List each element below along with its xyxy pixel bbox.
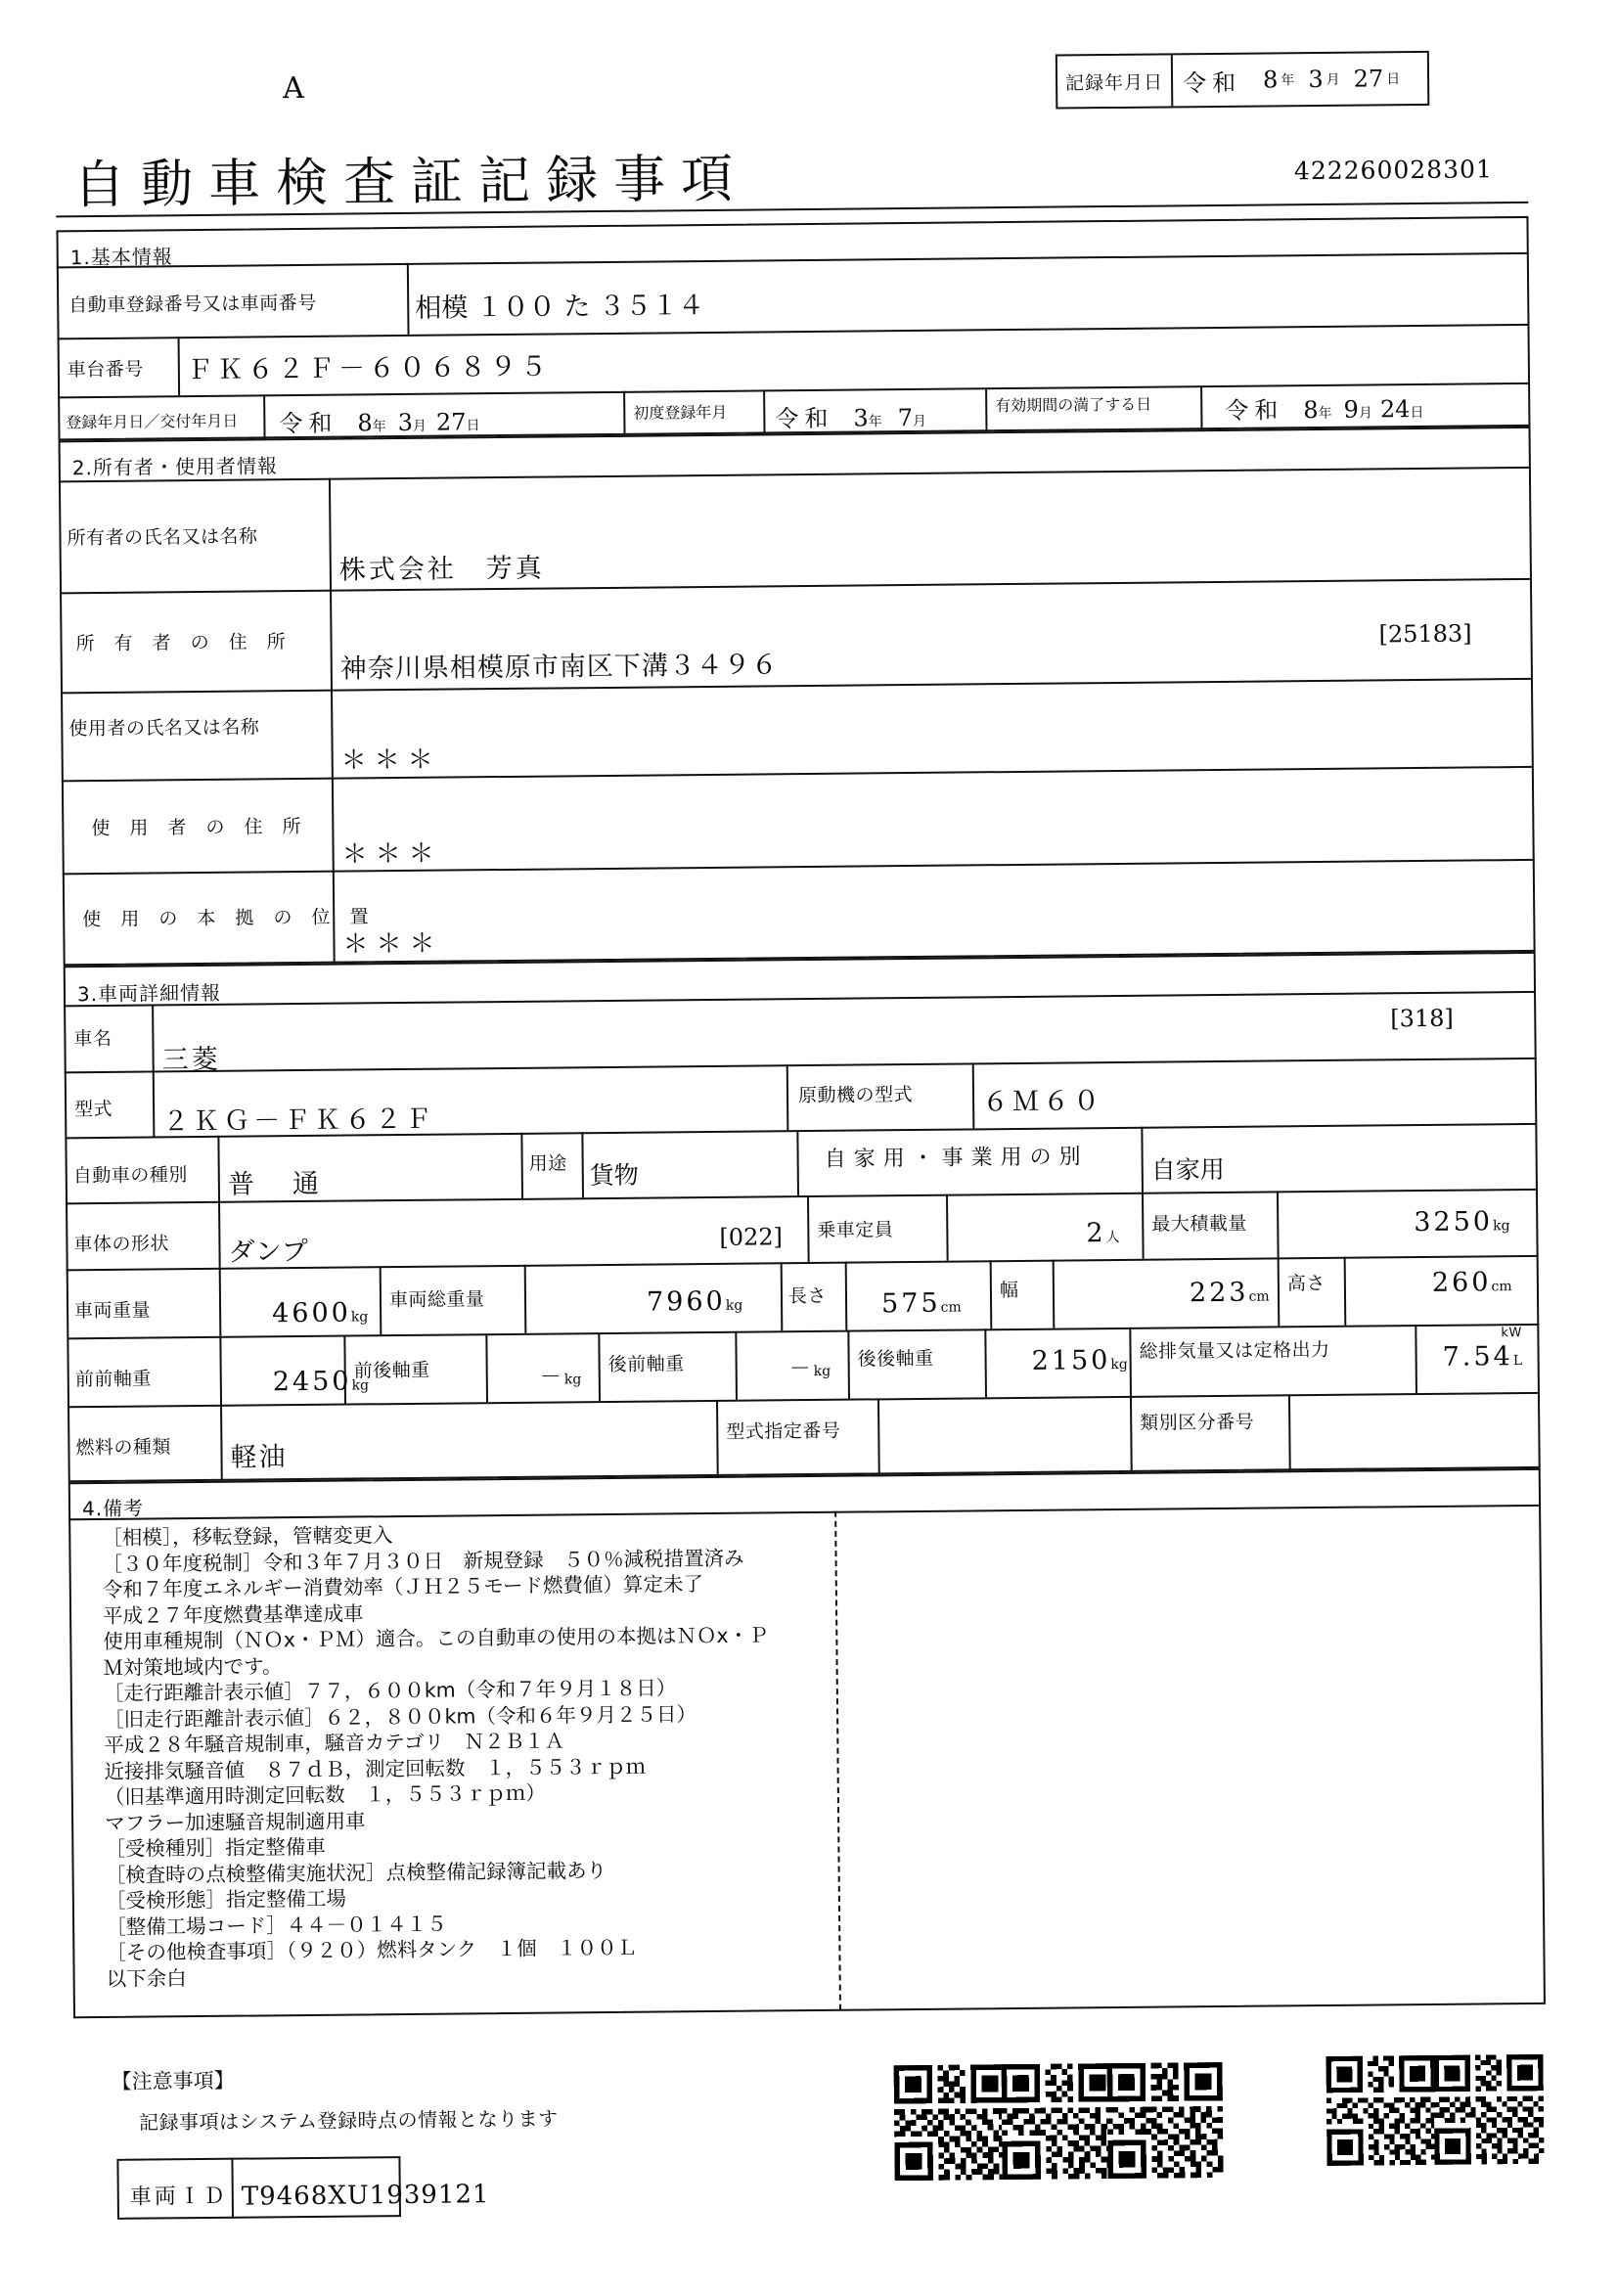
first-registration-label: 初度登録年月 (633, 402, 728, 423)
axle-fr-label: 前後軸重 (353, 1359, 430, 1382)
section1-expiry-val-divider (1200, 385, 1202, 429)
user-address-label: 使 用 者 の 住 所 (91, 815, 308, 840)
owner-address-value: 神奈川県相模原市南区下溝３４９６ (339, 650, 779, 685)
body-shape-code: [022] (719, 1223, 784, 1251)
notice-title: 【注意事項】 (111, 2068, 235, 2093)
notice-body: 記録事項はシステム登録時点の情報となります (138, 2106, 559, 2135)
reg-date-day-unit: 日 (466, 418, 480, 434)
owner-address-code: [25183] (1378, 619, 1472, 649)
axle-rf-value (789, 1352, 831, 1382)
expiry-date-value (1225, 389, 1423, 426)
height-number: 260 (1431, 1267, 1492, 1298)
owner-address-label: 所 有 者 の 住 所 (75, 631, 292, 655)
axle-ff-unit: kg (351, 1377, 370, 1394)
base-location-value: ＊＊＊ (342, 928, 443, 960)
expiry-year: 8 (1303, 395, 1319, 425)
record-date-value (1173, 53, 1428, 106)
axle-rf-label: 後前軸重 (607, 1353, 685, 1376)
body-shape-value: ダンプ (228, 1236, 308, 1268)
chassis-number-label: 車台番号 (67, 358, 144, 382)
car-name-code: [318] (1390, 1004, 1454, 1033)
record-date-month: 3 (1308, 65, 1324, 94)
vehicle-weight-number: 4600 (271, 1297, 351, 1329)
first-reg-era: 令和 (775, 404, 834, 433)
chassis-number-value: ＦＫ６２Ｆ－６０６８９５ (186, 351, 552, 386)
axle-fr-number: － (539, 1365, 564, 1390)
record-date-day-unit: 日 (1386, 71, 1401, 88)
axle-ff-number: 2450 (272, 1366, 352, 1398)
reg-date-era: 令和 (279, 409, 338, 438)
record-date-year: 8 (1262, 66, 1279, 94)
section2-heading: 2.所有者・使用者情報 (71, 454, 279, 480)
engine-model-label: 原動機の型式 (797, 1084, 914, 1107)
qr-code-1 (894, 2064, 1011, 2181)
expiry-era: 令和 (1225, 396, 1284, 425)
vehicle-type-label: 自動車の種別 (72, 1164, 188, 1188)
section2-frame (59, 427, 1536, 966)
qr-code-2 (1002, 2063, 1118, 2180)
expiry-day: 24 (1379, 395, 1411, 424)
expiry-day-unit: 日 (1410, 404, 1424, 422)
first-reg-year: 3 (853, 404, 869, 432)
width-value (1190, 1278, 1270, 1309)
displacement-value (1442, 1341, 1522, 1373)
seating-label: 乗車定員 (817, 1219, 894, 1241)
registration-date-label: 登録年月日／交付年月日 (66, 411, 239, 432)
section1-expiry-divider (985, 387, 987, 431)
gross-weight-label: 車両総重量 (388, 1288, 485, 1312)
car-name-value: 三菱 (161, 1044, 221, 1076)
axle-rf-number: － (788, 1356, 814, 1382)
displacement-unit: L (1512, 1353, 1523, 1370)
width-unit: cm (1248, 1288, 1270, 1305)
record-date-year-unit: 年 (1281, 72, 1295, 89)
type-designation-label: 型式指定番号 (726, 1419, 841, 1443)
reg-date-year: 8 (357, 409, 373, 437)
section1-regdate-divider (263, 394, 265, 438)
reg-date-month: 3 (397, 408, 414, 437)
page-mark: A (282, 70, 304, 107)
width-number: 223 (1189, 1277, 1249, 1309)
record-date-label: 記録年月日 (1057, 55, 1174, 107)
vehicle-id-value: T9468XU1939121 (241, 2180, 490, 2212)
max-load-unit: kg (1492, 1218, 1510, 1235)
fuel-label: 燃料の種類 (75, 1436, 172, 1460)
first-reg-year-unit: 年 (868, 414, 882, 430)
fuel-value: 軽油 (230, 1442, 288, 1473)
axle-fr-value (540, 1360, 582, 1390)
reg-date-month-unit: 月 (412, 418, 427, 434)
length-label: 長さ (787, 1284, 828, 1308)
axle-rr-number: 2150 (1031, 1345, 1111, 1376)
axle-ff-label: 前前軸重 (74, 1368, 152, 1391)
length-unit: cm (940, 1299, 962, 1316)
registration-number-label: 自動車登録番号又は車両番号 (68, 292, 317, 317)
usage-value: 貨物 (589, 1160, 639, 1191)
height-label: 高さ (1286, 1272, 1326, 1295)
model-label: 型式 (74, 1098, 113, 1121)
category-class-label: 類別区分番号 (1140, 1411, 1255, 1434)
page-title: 自動車検査証記録事項 (72, 149, 749, 216)
registration-number-value: 相模 １００ た ３５１４ (415, 291, 705, 324)
section4-heading: 4.備考 (81, 1496, 145, 1521)
base-location-label: 使 用 の 本 拠 の 位 置 (82, 906, 376, 931)
gross-weight-unit: kg (725, 1297, 743, 1314)
vehicle-weight-unit: kg (350, 1309, 369, 1326)
first-reg-month: 7 (897, 403, 914, 432)
displacement-label: 総排気量又は定格出力 (1139, 1338, 1330, 1363)
private-business-value: 自家用 (1150, 1154, 1225, 1185)
qr-code-5 (1433, 2054, 1544, 2165)
owner-name-value: 株式会社 芳真 (338, 553, 545, 586)
car-name-label: 車名 (73, 1027, 112, 1051)
first-reg-month-unit: 月 (912, 413, 927, 429)
max-load-number: 3250 (1414, 1206, 1494, 1238)
record-date-day: 27 (1353, 65, 1384, 93)
height-unit: cm (1491, 1279, 1512, 1295)
user-address-value: ＊＊＊ (341, 838, 442, 870)
axle-rr-label: 後後軸重 (857, 1347, 934, 1371)
reg-date-year-unit: 年 (372, 419, 386, 435)
width-label: 幅 (999, 1279, 1019, 1302)
axle-rf-unit: kg (813, 1363, 831, 1379)
section1-firstreg-divider (623, 391, 625, 435)
qr-code-3 (1107, 2062, 1224, 2179)
section3-heading: 3.車両詳細情報 (76, 980, 222, 1007)
axle-rr-unit: kg (1110, 1356, 1128, 1373)
vehicle-weight-label: 車両重量 (73, 1299, 152, 1323)
section3-frame (64, 952, 1541, 1482)
expiry-month-unit: 月 (1358, 405, 1372, 422)
length-number: 575 (880, 1287, 941, 1320)
max-load-label: 最大積載量 (1151, 1212, 1247, 1236)
user-name-label: 使用者の氏名又は名称 (68, 716, 260, 741)
reg-date-day: 27 (435, 408, 467, 436)
document-number: 422260028301 (1293, 155, 1493, 186)
expiry-date-label: 有効期間の満了する日 (995, 394, 1152, 416)
vehicle-type-value: 普 通 (227, 1168, 326, 1200)
model-value: ２ＫＧ－ＦＫ６２Ｆ (162, 1103, 436, 1138)
gross-weight-number: 7960 (646, 1285, 726, 1318)
record-date-era: 令和 (1182, 68, 1242, 97)
axle-fr-unit: kg (563, 1372, 582, 1388)
seating-number: 2 (1086, 1218, 1106, 1249)
usage-label: 用途 (528, 1152, 567, 1175)
vehicle-id-label: 車両ＩＤ (129, 2183, 228, 2210)
engine-model-value: ６Ｍ６０ (981, 1086, 1104, 1118)
axle-rr-value (1031, 1345, 1127, 1376)
displacement-unit-top: kW (1501, 1326, 1522, 1341)
expiry-month: 9 (1343, 395, 1360, 424)
private-business-label: 自 家 用 ・ 事 業 用 の 別 (824, 1145, 1082, 1172)
length-value (881, 1288, 962, 1320)
gross-weight-value (647, 1286, 742, 1318)
section1-heading: 1.基本情報 (69, 245, 173, 270)
max-load-value (1414, 1206, 1509, 1238)
owner-name-label: 所有者の氏名又は名称 (67, 525, 258, 550)
expiry-year-unit: 年 (1318, 405, 1332, 422)
height-value (1432, 1267, 1512, 1298)
seating-unit: 人 (1105, 1229, 1120, 1246)
first-registration-value (775, 398, 926, 433)
body-shape-label: 車体の形状 (73, 1233, 170, 1256)
vehicle-weight-value (272, 1297, 368, 1328)
remarks-text: ［相模］，移転登録，管轄変更入 ［３０年度税制］令和３年７月３０日 新規登録 ５０％減税措置済み 令和７年度エネルギー消費効率（ＪＨ２５モード燃費値）算定未了 平成２７年度燃費基準達成車 使用車種規制（ＮＯx・ＰＭ）適合。この自動車の使用の本拠はＮＯx・ＰＭ対策地域内です。 ［走行距離計表示値］７７，６００km（令和７年９月１８日） ［旧走行距離計表示値］６２，８００km（令和６年９月２５日） 平成２８年騒音規制車，騒音カテゴリ Ｎ２Ｂ１Ａ 近接排気騒音値 ８７ｄＢ，測定回転数 １，５５３ｒｐｍ （旧基準適用時測定回転数 １，５５３ｒｐｍ） マフラー加速騒音規制適用車 ［受検種別］指定整備車 ［検査時の点検整備実施状況］点検整備記録簿記載あり ［受検形態］指定整備工場 ［整備工場コード］４４－０１４１５ ［その他検査事項］（９２０）燃料タンク １個 １００Ｌ 以下余白 (102, 1523, 769, 1991)
record-date-box (1056, 51, 1430, 110)
user-name-value: ＊＊＊ (340, 744, 441, 776)
registration-date-value (279, 402, 479, 438)
displacement-number: 7.54 (1442, 1341, 1513, 1373)
seating-value (1086, 1218, 1119, 1248)
qr-code-4 (1326, 2055, 1436, 2166)
section1-firstreg-val-divider (763, 389, 765, 433)
record-date-month-unit: 月 (1326, 71, 1340, 88)
